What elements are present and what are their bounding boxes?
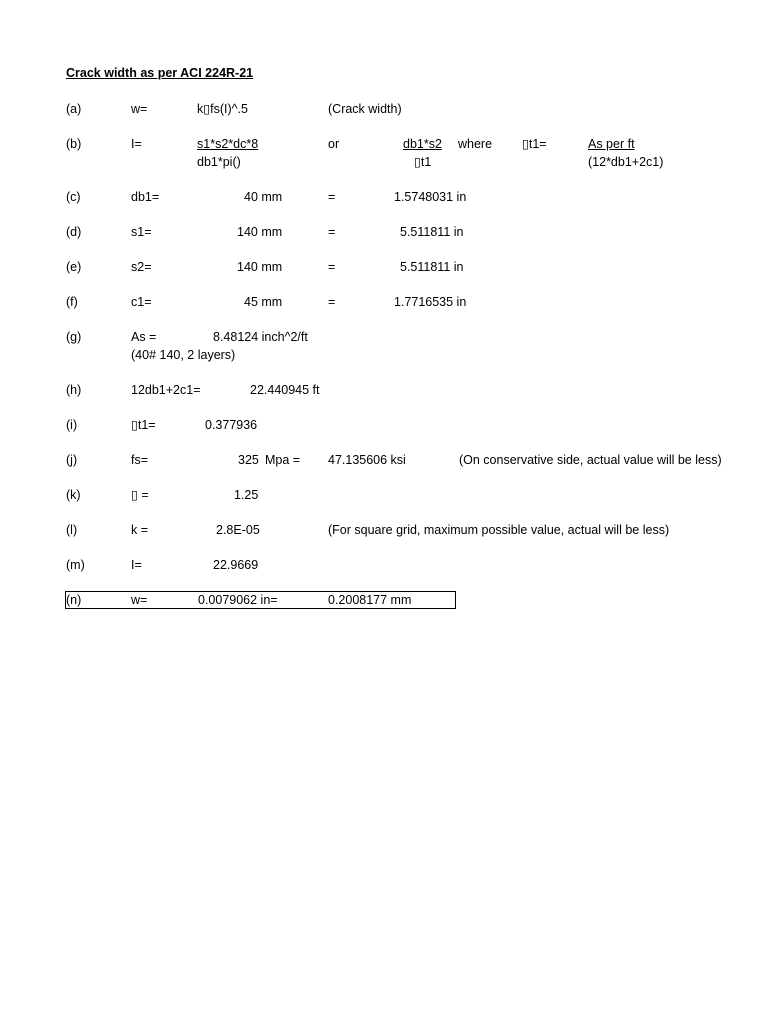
row-e-value: 140 mm: [237, 260, 283, 274]
row-c-value: 40 mm: [244, 190, 283, 204]
row-e-variable: s2=: [131, 260, 152, 274]
row-g-value: 8.48124 inch^2/ft: [213, 330, 308, 344]
row-f-variable: c1=: [131, 295, 152, 309]
row-d-label: (d): [66, 225, 82, 239]
row-e-converted: 5.511811 in: [400, 260, 464, 274]
row-f-label: (f): [66, 295, 78, 309]
row-j-variable: fs=: [131, 453, 149, 467]
row-n-variable: w=: [131, 593, 148, 607]
row-f-equals: =: [328, 295, 336, 309]
row-f-converted: 1.7716535 in: [394, 295, 467, 309]
row-m-value: 22.9669: [213, 558, 259, 572]
row-d-converted: 5.511811 in: [400, 225, 464, 239]
row-b-where: where: [458, 137, 493, 151]
row-k-value: 1.25: [234, 488, 259, 502]
row-d-variable: s1=: [131, 225, 152, 239]
row-a-variable: w=: [131, 102, 148, 116]
row-a-note: (Crack width): [328, 102, 402, 116]
row-c-variable: db1=: [131, 190, 160, 204]
row-m-label: (m): [66, 558, 85, 572]
row-c-converted: 1.5748031 in: [394, 190, 467, 204]
row-k-label: (k): [66, 488, 81, 502]
row-b-rho-variable: ▯t1=: [522, 137, 547, 151]
page-title: Crack width as per ACI 224R-21: [66, 66, 254, 80]
row-b-numerator-2: db1*s2: [403, 137, 442, 151]
row-g-variable: As =: [131, 330, 157, 344]
row-l-value: 2.8E-05: [216, 523, 260, 537]
row-n-value: 0.0079062 in=: [198, 593, 278, 607]
row-d-equals: =: [328, 225, 336, 239]
row-b-denominator-1: db1*pi(): [197, 155, 241, 169]
row-g-label: (g): [66, 330, 82, 344]
row-j-label: (j): [66, 453, 78, 467]
row-b-rho-denominator: (12*db1+2c1): [588, 155, 664, 169]
row-i-variable: ▯t1=: [131, 418, 156, 432]
row-e-equals: =: [328, 260, 336, 274]
row-j-value: 325: [238, 453, 259, 467]
row-j-unit: Mpa =: [265, 453, 301, 467]
row-l-note: (For square grid, maximum possible value, actual will be less): [328, 523, 670, 537]
row-a-formula: k▯fs(I)^.5: [197, 102, 248, 116]
row-b-numerator-1: s1*s2*dc*8: [197, 137, 259, 151]
row-n-converted: 0.2008177 mm: [328, 593, 412, 607]
row-a-label: (a): [66, 102, 82, 116]
row-l-label: (l): [66, 523, 78, 537]
row-h-variable: 12db1+2c1=: [131, 383, 201, 397]
row-c-equals: =: [328, 190, 336, 204]
row-b-rho-numerator: As per ft: [588, 137, 635, 151]
row-b-or: or: [328, 137, 340, 151]
row-h-label: (h): [66, 383, 82, 397]
row-b-label: (b): [66, 137, 82, 151]
row-i-value: 0.377936: [205, 418, 258, 432]
row-j-note: (On conservative side, actual value will be less): [459, 453, 722, 467]
row-b-variable: I=: [131, 137, 142, 151]
row-l-variable: k =: [131, 523, 149, 537]
row-f-value: 45 mm: [244, 295, 283, 309]
row-d-value: 140 mm: [237, 225, 283, 239]
row-n-label: (n): [66, 593, 82, 607]
row-k-variable: ▯ =: [131, 488, 149, 502]
row-g-note: (40# 140, 2 layers): [131, 348, 236, 362]
row-i-label: (i): [66, 418, 78, 432]
row-j-converted: 47.135606 ksi: [328, 453, 406, 467]
row-e-label: (e): [66, 260, 82, 274]
row-c-label: (c): [66, 190, 81, 204]
row-m-variable: I=: [131, 558, 142, 572]
row-h-value: 22.440945 ft: [250, 383, 320, 397]
row-b-denominator-2: ▯t1: [414, 155, 432, 169]
